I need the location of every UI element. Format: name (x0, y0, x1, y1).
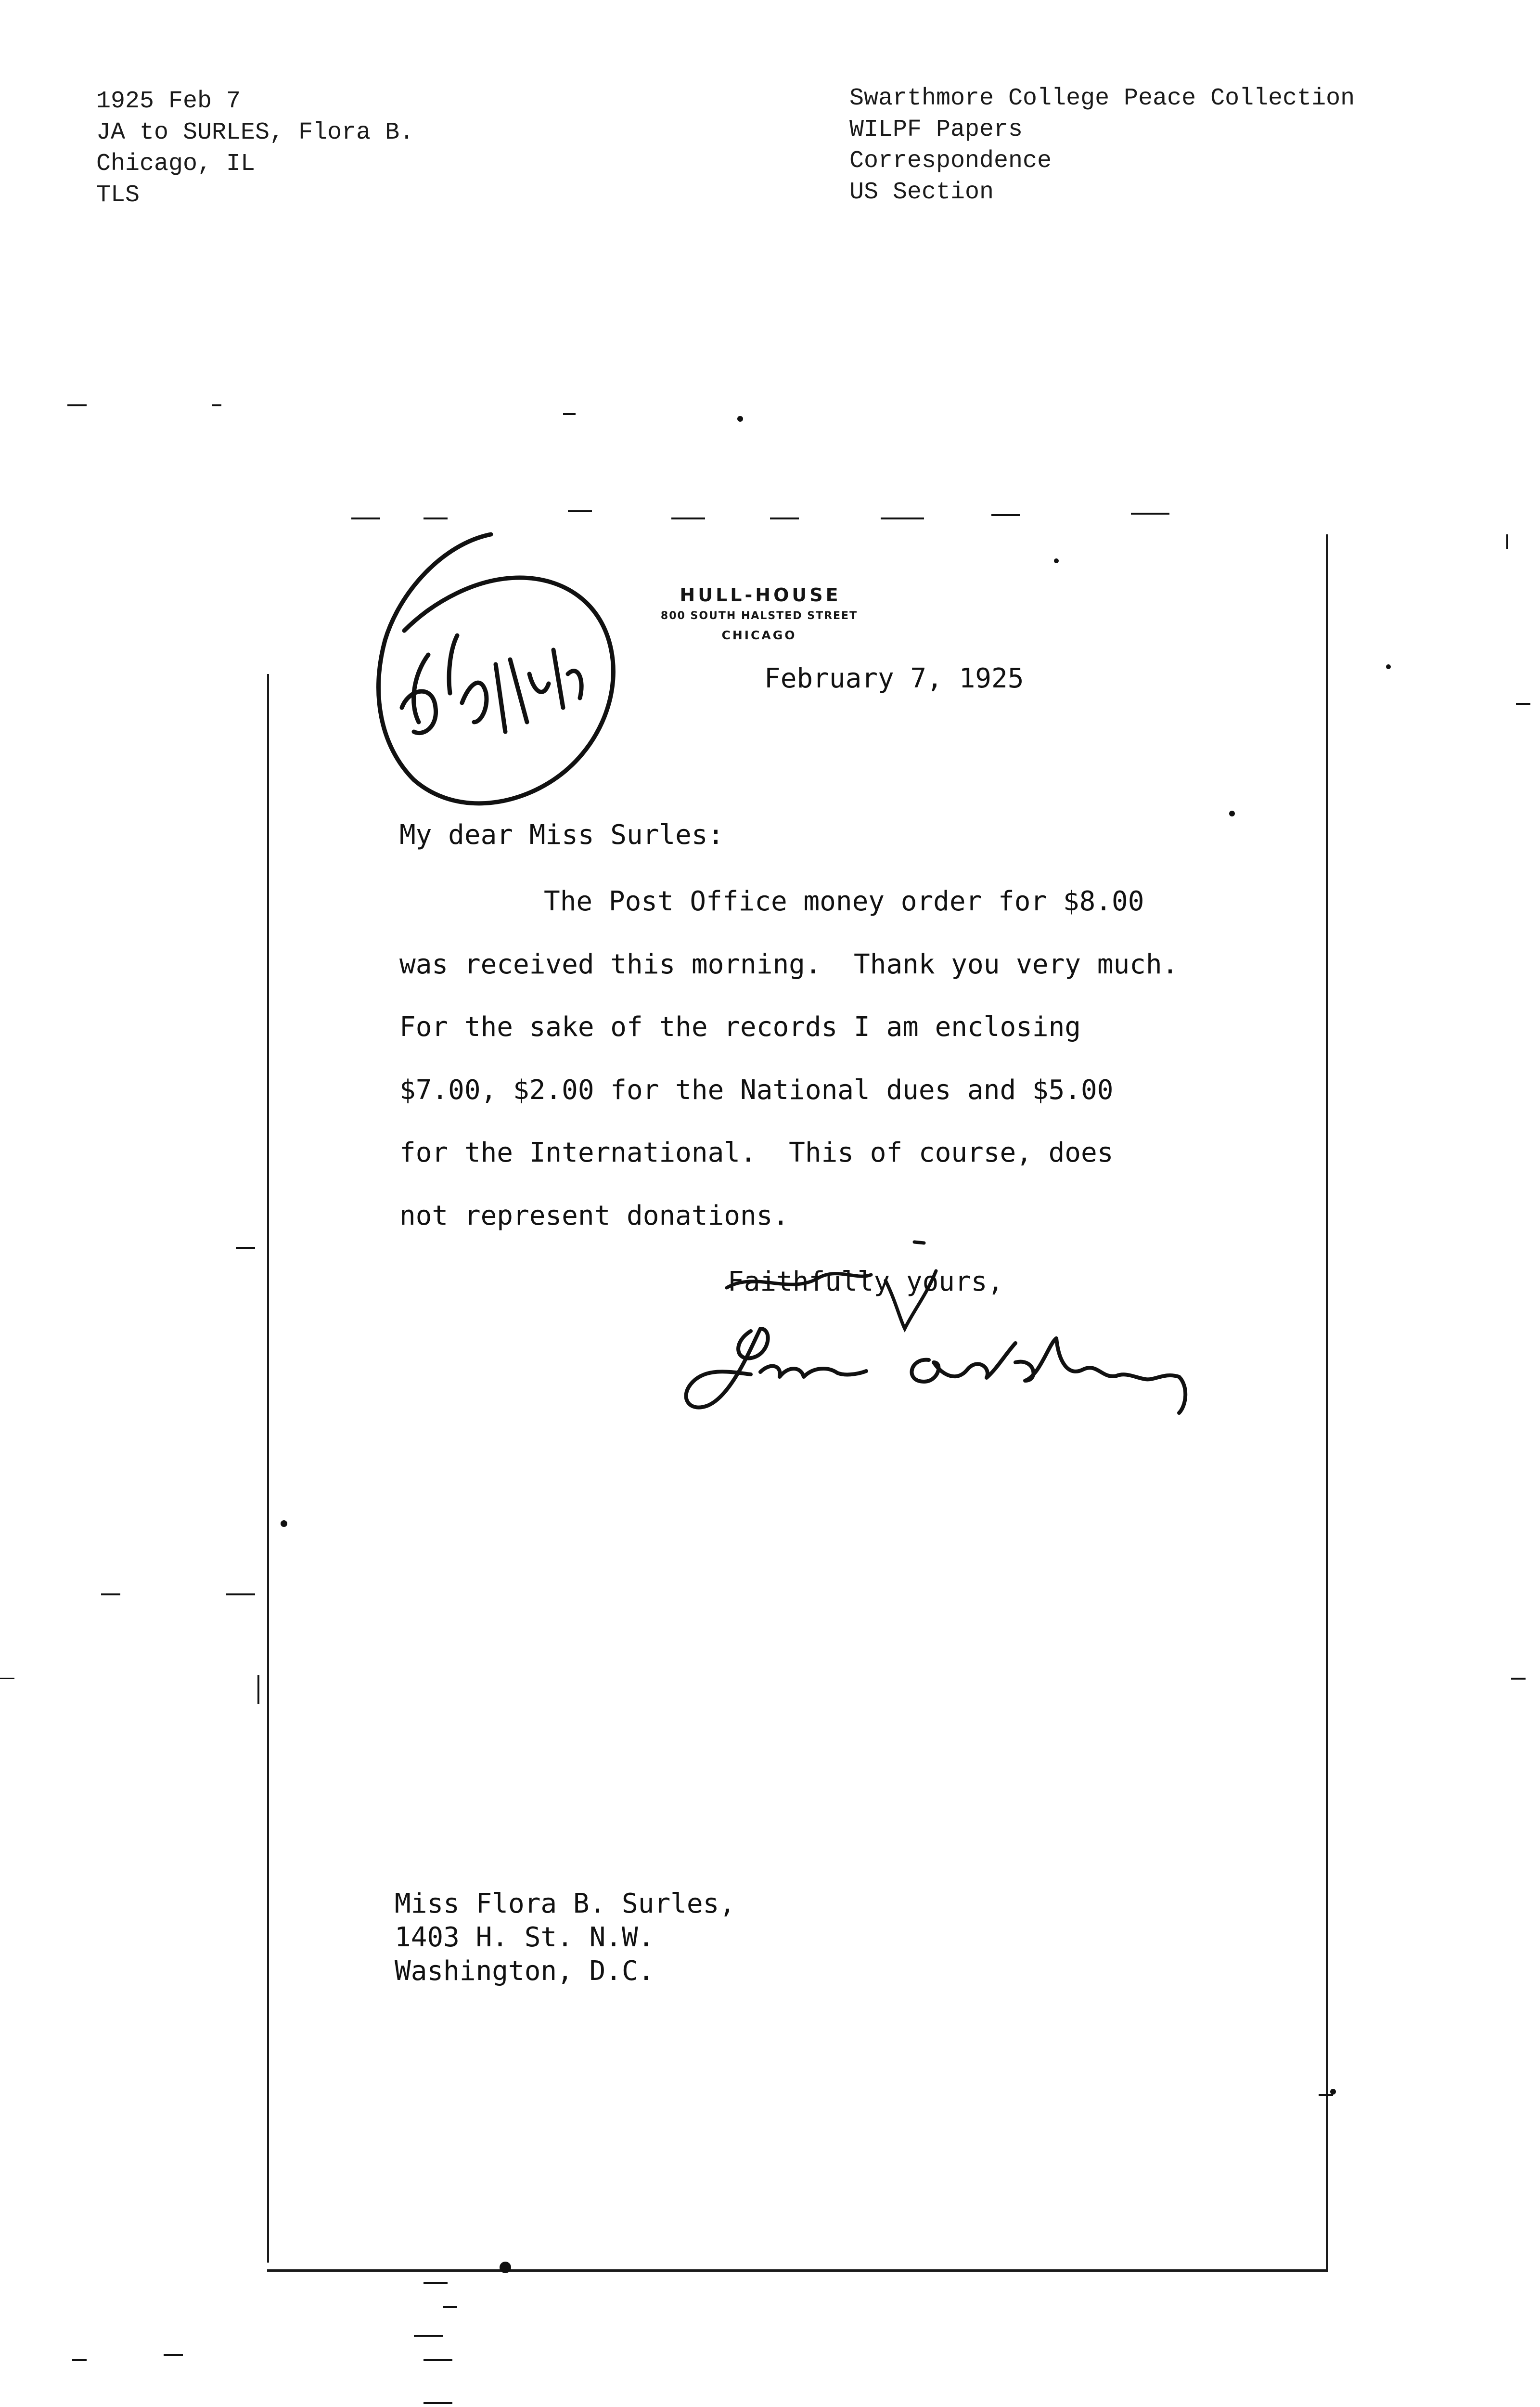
salutation: My dear Miss Surles: (399, 819, 724, 851)
scan-specks (0, 404, 1530, 2404)
catalog-section: US Section (849, 179, 994, 206)
catalog-date: 1925 Feb 7 (96, 88, 241, 115)
frame-right-edge (1326, 534, 1328, 2272)
letter-body (399, 885, 1178, 1262)
recipient-name: Miss Flora B. Surles, (395, 1888, 736, 1919)
body-line: was received this morning. Thank you very much. (399, 948, 1179, 980)
signature (686, 1329, 1186, 1413)
body-line: for the International. This of course, does (399, 1137, 1114, 1168)
body-line: The Post Office money order for $8.00 (544, 886, 1144, 917)
catalog-collection: Swarthmore College Peace Collection (849, 85, 1355, 112)
recipient-street: 1403 H. St. N.W. (395, 1922, 654, 1953)
body-line: not represent donations. (399, 1200, 789, 1231)
frame-bottom-edge (267, 2269, 1328, 2272)
body-line: $7.00, $2.00 for the National dues and $5.00 (399, 1074, 1114, 1106)
complimentary-close: Faithfully yours, (728, 1266, 1004, 1297)
letter-date: February 7, 1925 (764, 663, 1024, 694)
catalog-place: Chicago, IL (96, 150, 256, 178)
letterhead-street: 800 SOUTH HALSTED STREET (660, 610, 858, 622)
catalog-papers: WILPF Papers (849, 116, 1023, 143)
catalog-correspondents: JA to SURLES, Flora B. (96, 119, 414, 146)
letterhead-name: HULL-HOUSE (680, 584, 841, 606)
body-line: For the sake of the records I am enclosing (399, 1011, 1081, 1043)
handwritten-circled-annotation (379, 534, 614, 803)
catalog-info-left (96, 86, 414, 211)
catalog-series: Correspondence (849, 147, 1052, 175)
catalog-info-right (849, 83, 1355, 208)
letterhead (621, 583, 934, 645)
recipient-city: Washington, D.C. (395, 1955, 654, 1987)
recipient-address (395, 1887, 735, 1988)
letterhead-city: CHICAGO (721, 628, 797, 642)
frame-left-edge (267, 674, 269, 2263)
catalog-doc-type: TLS (96, 181, 140, 209)
